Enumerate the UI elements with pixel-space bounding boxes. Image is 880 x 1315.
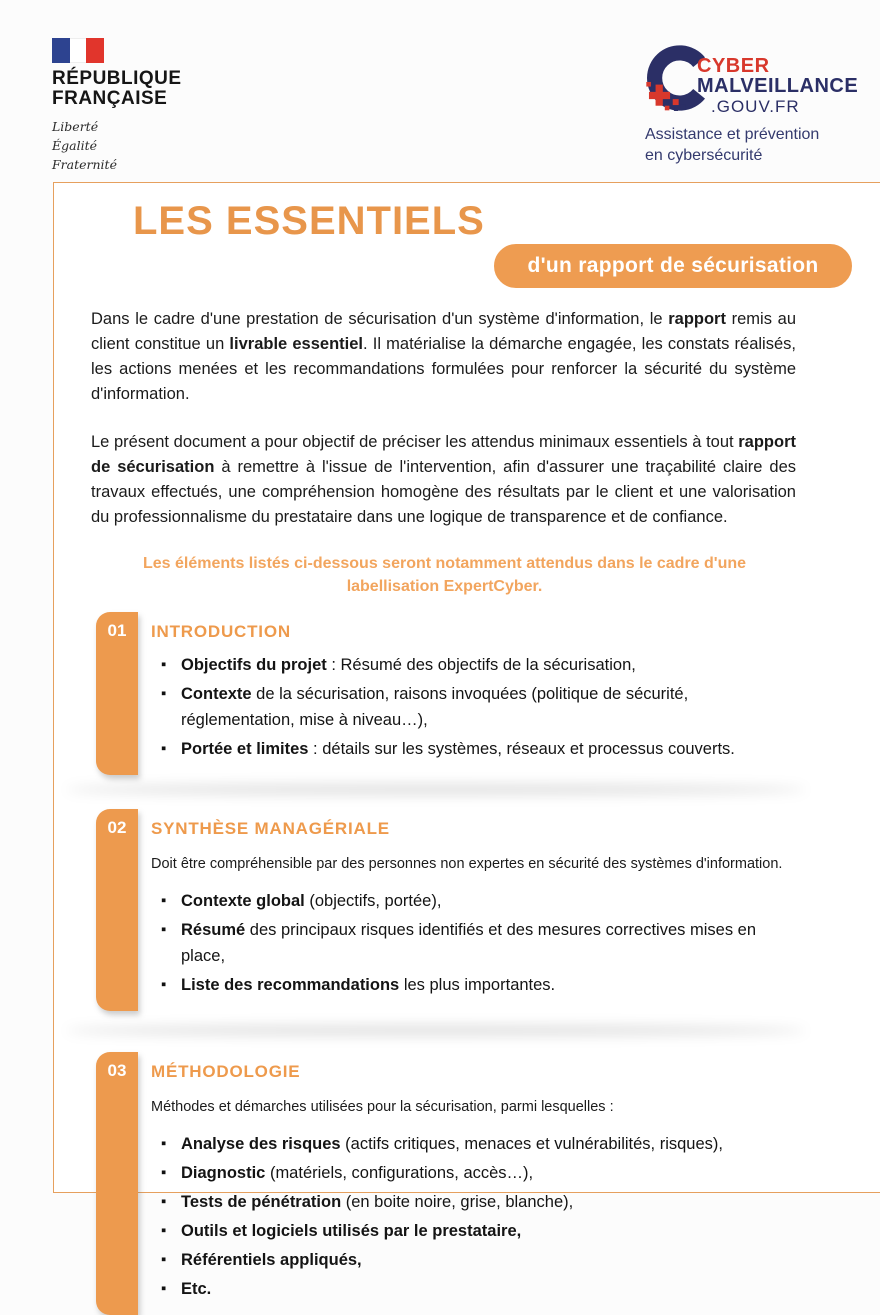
section-heading: SYNTHÈSE MANAGÉRIALE [151, 819, 390, 838]
bullet-item: ▪ Diagnostic (matériels, configurations, accès…), [151, 1160, 801, 1186]
content-card [53, 182, 880, 1298]
section-03-methodologie [96, 1052, 798, 1315]
bullet-item: ▪ Objectifs du projet : Résumé des objectifs de la sécurisation, [151, 652, 801, 678]
bullet-item: ▪ Liste des recommandations les plus importantes. [151, 972, 801, 998]
bullet-item: ▪ Contexte global (objectifs, portée), [151, 888, 801, 914]
motto-egalite: Égalité [52, 138, 97, 153]
cyber-logo-line2: MALVEILLANCE [697, 75, 859, 97]
bullet-item: ▪ Référentiels appliqués, [151, 1247, 801, 1273]
marianne-title-line1: RÉPUBLIQUE [52, 68, 182, 89]
page-header [0, 0, 880, 182]
title-row [133, 199, 819, 295]
section-heading: MÉTHODOLOGIE [151, 1062, 301, 1081]
bullet-item: ▪ Contexte de la sécurisation, raisons invoquées (politique de sécurité, réglementation, mise à niveau…), [151, 681, 801, 733]
cyber-logo-tagline: Assistance et prévention en cybersécurité [645, 126, 820, 164]
bullet-item: ▪ Outils et logiciels utilisés par le prestataire, [151, 1218, 801, 1244]
section-heading: INTRODUCTION [151, 622, 291, 641]
french-flag-icon [52, 38, 104, 63]
section-bullet-list [151, 652, 798, 762]
intro-paragraph-2: Le présent document a pour objectif de préciser les attendus minimaux essentiels à tout rapport de sécurisation à remettre à l'issue de l'intervention, afin d'assurer une traçabilité claire des travaux effectués, une compréhension homogène des résultats par le client et une valorisation du professionnalisme du prestataire dans une logique de transparence et de confiance. [91, 433, 796, 526]
intro-paragraph-1: Dans le cadre d'une prestation de sécurisation d'un système d'information, le rapport remis au client constitue un livrable essentiel. Il matérialise la démarche engagée, les constats réalisés, les actions menées et les recommandations formulées pour renforcer la sécurité du système d'information. [91, 310, 796, 403]
section-number-badge: 03 [96, 1052, 138, 1315]
title-badge: d'un rapport de sécurisation [491, 241, 855, 291]
section-bullet-list [151, 1131, 798, 1302]
bullet-item: ▪ Résumé des principaux risques identifiés et des mesures correctives mises en place, [151, 917, 801, 969]
motto-liberte: Liberté [52, 119, 99, 134]
bullet-item: ▪ Portée et limites : détails sur les systèmes, réseaux et processus couverts. [151, 736, 801, 762]
section-intro: Doit être compréhensible par des personnes non expertes en sécurité des systèmes d'information. [151, 856, 783, 872]
marianne-title-line2: FRANÇAISE [52, 88, 168, 109]
cyber-logo-line1: CYBER [697, 55, 770, 77]
republique-francaise-logo [52, 38, 182, 174]
section-01-introduction [96, 612, 798, 775]
section-divider-shadow [66, 1025, 806, 1036]
section-bullet-list [151, 888, 798, 998]
bullet-item: ▪ Analyse des risques (actifs critiques, menaces et vulnérabilités, risques), [151, 1131, 801, 1157]
bullet-item: ▪ Etc. [151, 1276, 801, 1302]
section-divider-shadow [66, 784, 806, 795]
section-number-badge: 01 [96, 612, 138, 775]
section-02-synthese-manageriale [96, 809, 798, 1011]
cybermalveillance-logo [645, 42, 858, 166]
page-title: LES ESSENTIELS [133, 199, 485, 243]
section-number-badge: 02 [96, 809, 138, 1011]
marianne-motto [52, 117, 182, 174]
cyber-logo-line3: .GOUV.FR [711, 97, 800, 116]
motto-fraternite: Fraternité [52, 157, 117, 172]
bullet-item: ▪ Tests de pénétration (en boite noire, grise, blanche), [151, 1189, 801, 1215]
section-intro: Méthodes et démarches utilisées pour la sécurisation, parmi lesquelles : [151, 1099, 614, 1115]
expertcyber-notice: Les éléments listés ci-dessous seront notamment attendus dans le cadre d'une labellisation ExpertCyber. [142, 555, 747, 595]
